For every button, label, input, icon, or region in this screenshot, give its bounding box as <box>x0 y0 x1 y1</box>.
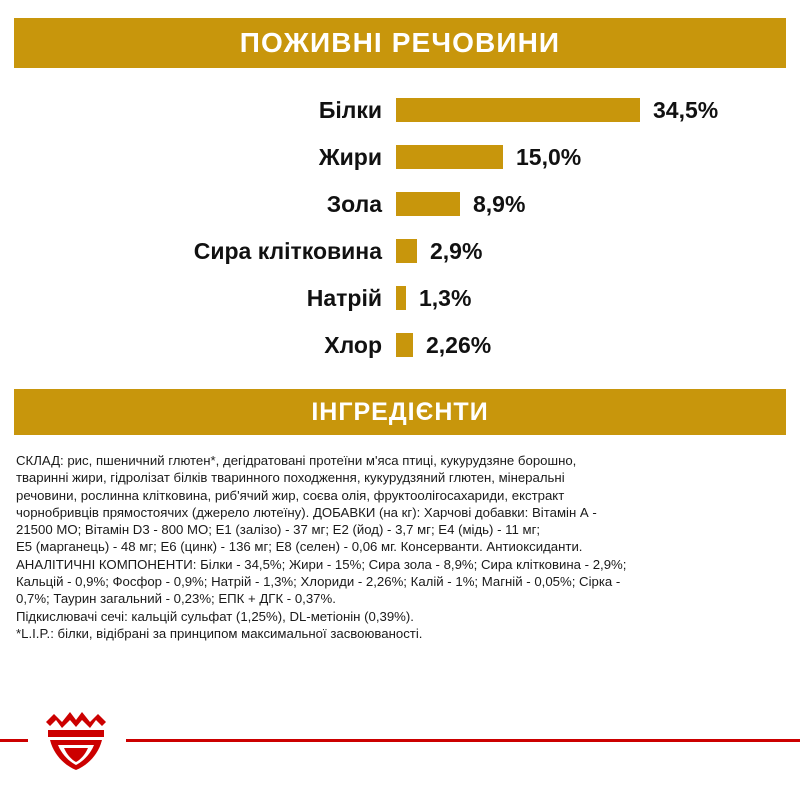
bar-label: Білки <box>318 96 382 123</box>
footer-divider-right <box>126 739 800 742</box>
bar-fill <box>396 333 413 357</box>
chart-row <box>14 184 786 224</box>
bar-value: 2,9% <box>430 237 483 264</box>
bar-value: 15,0% <box>516 143 582 170</box>
bar-track <box>396 285 786 312</box>
bar-track <box>396 97 786 124</box>
bar-fill <box>396 239 417 263</box>
ingredients-line: АНАЛІТИЧНІ КОМПОНЕНТИ: Білки - 34,5%; Жири - 15%; Сира зола - 8,9%; Сира клітковина - 2,9%; <box>16 556 627 572</box>
ingredients-line: СКЛАД: рис, пшеничний глютен*, дегідратовані протеїни м'яса птиці, кукурудзяне борошно, <box>16 453 577 468</box>
royal-canin-crown-logo-icon <box>44 712 108 772</box>
bar-fill <box>396 98 640 122</box>
bar-label: Зола <box>326 190 382 217</box>
bar-fill <box>396 286 406 310</box>
ingredients-line: Е5 (марганець) - 48 мг; Е6 (цинк) - 136 мг; Е8 (селен) - 0,06 мг. Консерванти. Антиоксиданти. <box>16 539 583 555</box>
bar-value: 2,26% <box>426 331 492 358</box>
chart-row <box>14 137 786 177</box>
ingredients-line: Підкислювачі сечі: кальцій сульфат (1,25%), DL-метіонін (0,39%). <box>16 608 414 624</box>
bar-fill <box>396 192 460 216</box>
nutrients-banner-title: ПОЖИВНІ РЕЧОВИНИ <box>14 18 786 68</box>
ingredients-line: 21500 МО; Вітамін D3 - 800 МО; Е1 (залізо) - 37 мг; Е2 (йод) - 3,7 мг; Е4 (мідь) - 11 мг; <box>16 522 541 538</box>
footer-divider-left <box>0 739 28 742</box>
bar-track <box>396 332 786 359</box>
chart-row <box>14 325 786 365</box>
chart-row <box>14 231 786 271</box>
bar-label: Хлор <box>324 331 382 358</box>
bar-label: Натрій <box>306 284 382 311</box>
chart-row <box>14 90 786 130</box>
bar-track <box>396 191 786 218</box>
bar-value: 34,5% <box>653 96 719 123</box>
ingredients-line: чорнобривців прямостоячих (джерело лютеїну). ДОБАВКИ (на кг): Харчові добавки: Вітамін А - <box>16 504 597 520</box>
bar-label: Сира клітковина <box>193 237 382 264</box>
bar-track <box>396 238 786 265</box>
bar-value: 8,9% <box>473 190 526 217</box>
nutrients-bar-chart <box>14 90 786 372</box>
ingredients-line: речовини, рослинна клітковина, риб'ячий жир, соєва олія, фруктоолігосахариди, екстракт <box>16 487 565 503</box>
ingredients-line: тваринні жири, гідролізат білків тваринного походження, кукурудзяний глютен, мінеральні <box>16 470 565 486</box>
bar-label: Жири <box>318 143 382 170</box>
bar-fill <box>396 145 503 169</box>
chart-row <box>14 278 786 318</box>
ingredients-text-block <box>16 452 786 642</box>
ingredients-banner-title: ІНГРЕДІЄНТИ <box>14 389 786 435</box>
bar-track <box>396 144 786 171</box>
ingredients-line: 0,7%; Таурин загальний - 0,23%; ЕПК + ДГК - 0,37%. <box>16 591 336 607</box>
ingredients-line: Кальцій - 0,9%; Фосфор - 0,9%; Натрій - 1,3%; Хлориди - 2,26%; Калій - 1%; Магній - 0,05%; Сірка - <box>16 574 621 590</box>
ingredients-line: *L.I.P.: білки, відібрані за принципом максимальної засвоюваності. <box>16 625 423 641</box>
bar-value: 1,3% <box>419 284 472 311</box>
